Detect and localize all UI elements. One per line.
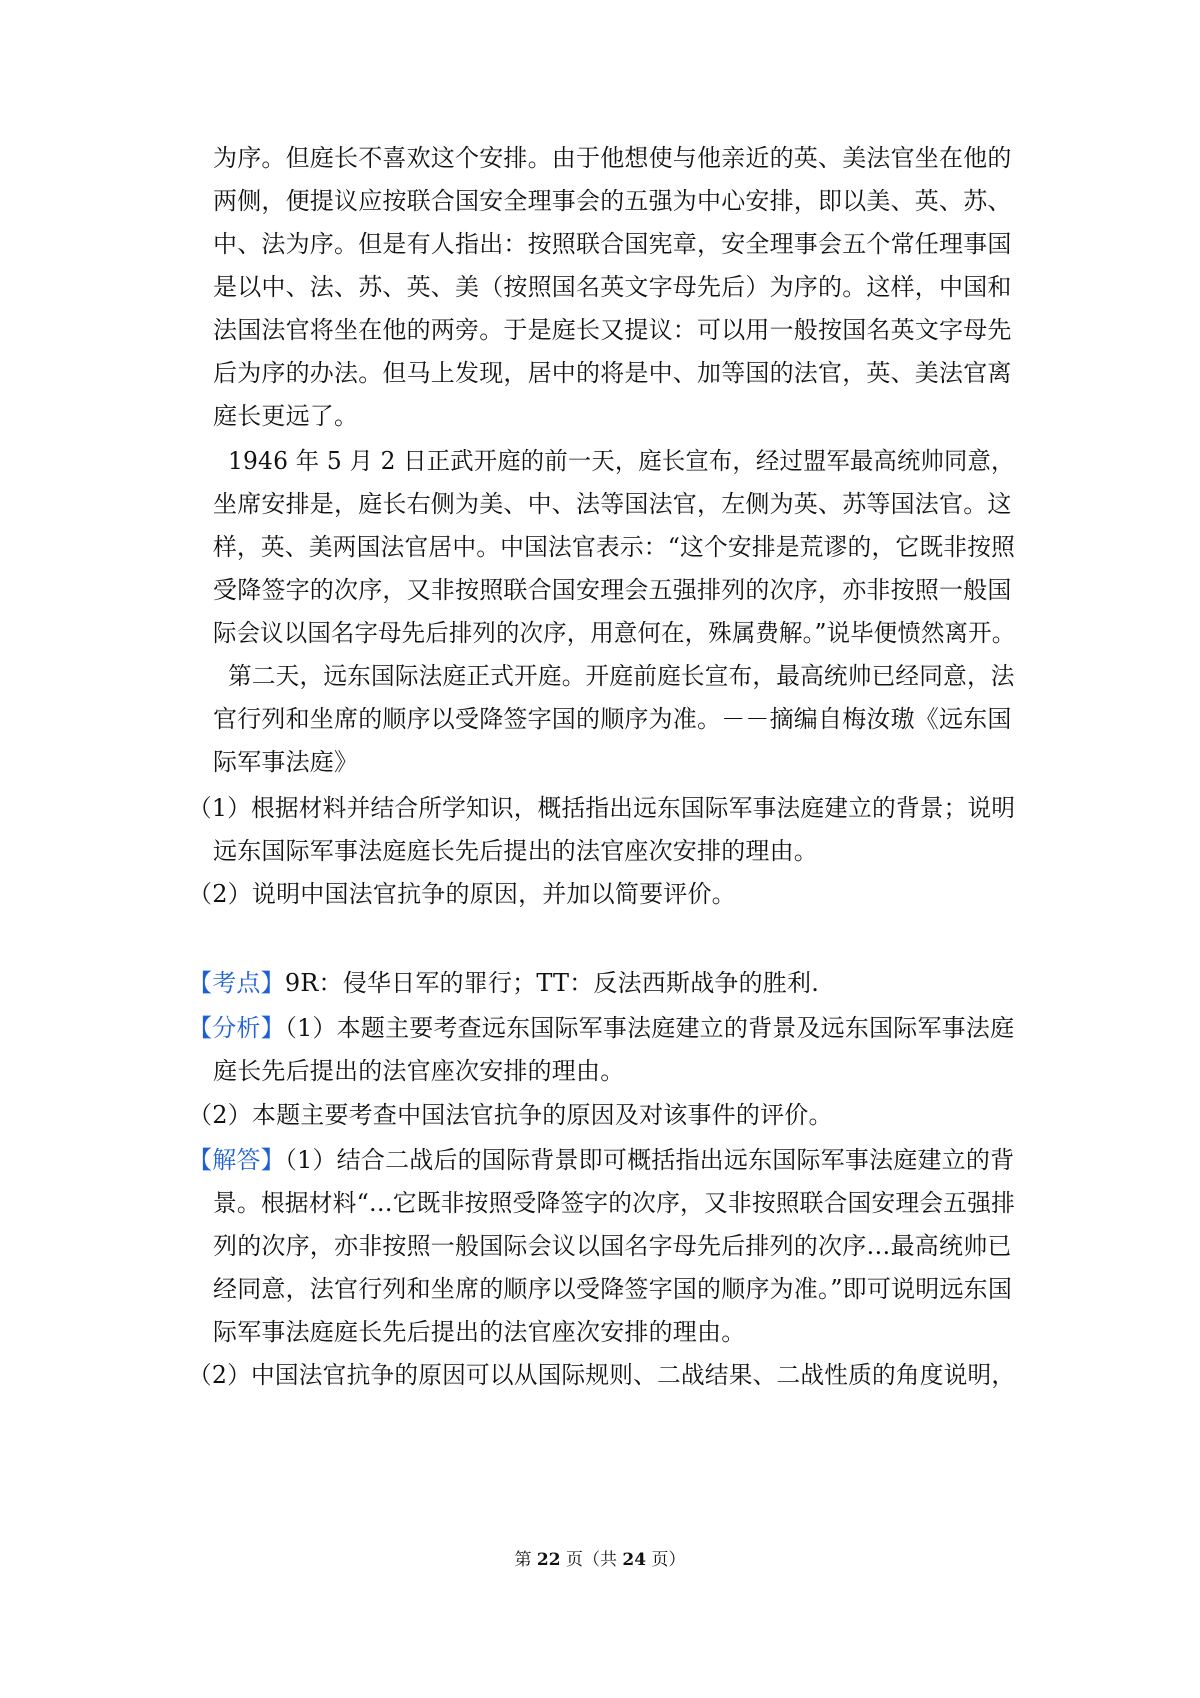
footer-suffix: 页）	[646, 1550, 686, 1570]
jieda-line: 经同意，法官行列和坐席的顺序以受降签字国的顺序为准。”即可说明远东国	[213, 1275, 1013, 1303]
question-1: （1）根据材料并结合所学知识，概括指出远东国际军事法庭建立的背景；说明	[188, 794, 1016, 822]
fenxi-tag: 【分析】	[188, 1014, 285, 1042]
material-line: 际军事法庭》	[213, 748, 359, 776]
footer-middle: 页（共	[560, 1550, 623, 1570]
jieda-tag: 【解答】	[188, 1146, 285, 1174]
question-1-continued: 远东国际军事法庭庭长先后提出的法官座次安排的理由。	[213, 837, 818, 865]
material-line: 样，英、美两国法官居中。中国法官表示：“这个安排是荒谬的，它既非按照	[213, 533, 1016, 561]
material-line: 后为序的办法。但马上发现，居中的将是中、加等国的法官，英、美法官离	[213, 359, 1012, 387]
jieda-line: （2）中国法官抗争的原因可以从国际规则、二战结果、二战性质的角度说明，	[188, 1361, 1016, 1389]
kaodian-section	[188, 968, 819, 998]
material-line: 第二天，远东国际法庭正式开庭。开庭前庭长宣布，最高统帅已经同意，法	[228, 662, 1015, 690]
material-line: 为序。但庭长不喜欢这个安排。由于他想使与他亲近的英、美法官坐在他的	[213, 144, 1012, 172]
fenxi-text: （1）本题主要考查远东国际军事法庭建立的背景及远东国际军事法庭	[284, 1014, 1015, 1042]
jieda-line: 际军事法庭庭长先后提出的法官座次安排的理由。	[213, 1318, 746, 1346]
material-line: 际会议以国名字母先后排列的次序，用意何在，殊属费解。”说毕便愤然离开。	[213, 619, 1016, 647]
page-footer	[0, 1549, 1200, 1571]
material-line: 法国法官将坐在他的两旁。于是庭长又提议：可以用一般按国名英文字母先	[213, 316, 1012, 344]
material-line: 庭长更远了。	[213, 402, 359, 430]
material-line: 是以中、法、苏、英、美（按照国名英文字母先后）为序的。这样，中国和	[213, 273, 1012, 301]
fenxi-section	[188, 1013, 1014, 1043]
fenxi-line: 庭长先后提出的法官座次安排的理由。	[213, 1057, 625, 1085]
question-2: （2）说明中国法官抗争的原因，并加以简要评价。	[188, 880, 736, 908]
total-pages: 24	[622, 1550, 647, 1570]
jieda-line: 景。根据材料“…它既非按照受降签字的次序，又非按照联合国安理会五强排	[213, 1189, 1016, 1217]
kaodian-text: 9R：侵华日军的罪行；TT：反法西斯战争的胜利.	[284, 969, 820, 997]
material-line: 受降签字的次序，又非按照联合国安理会五强排列的次序，亦非按照一般国	[213, 576, 1012, 604]
fenxi-line: （2）本题主要考查中国法官抗争的原因及对该事件的评价。	[188, 1101, 833, 1129]
footer-prefix: 第	[514, 1550, 537, 1570]
kaodian-tag: 【考点】	[188, 969, 285, 997]
material-line: 坐席安排是，庭长右侧为美、中、法等国法官，左侧为英、苏等国法官。这	[213, 490, 1012, 518]
material-line: 官行列和坐席的顺序以受降签字国的顺序为准。－－摘编自梅汝璈《远东国	[213, 705, 1012, 733]
jieda-section	[188, 1145, 1014, 1175]
material-line: 1946 年 5 月 2 日正武开庭的前一天，庭长宣布，经过盟军最高统帅同意，	[228, 447, 1015, 475]
page-number: 22	[536, 1550, 561, 1570]
jieda-line: 列的次序，亦非按照一般国际会议以国名字母先后排列的次序…最高统帅已	[213, 1232, 1012, 1260]
material-line: 两侧，便提议应按联合国安全理事会的五强为中心安排，即以美、英、苏、	[213, 187, 1012, 215]
jieda-text: （1）结合二战后的国际背景即可概括指出远东国际军事法庭建立的背	[284, 1146, 1015, 1174]
material-line: 中、法为序。但是有人指出：按照联合国宪章，安全理事会五个常任理事国	[213, 230, 1012, 258]
